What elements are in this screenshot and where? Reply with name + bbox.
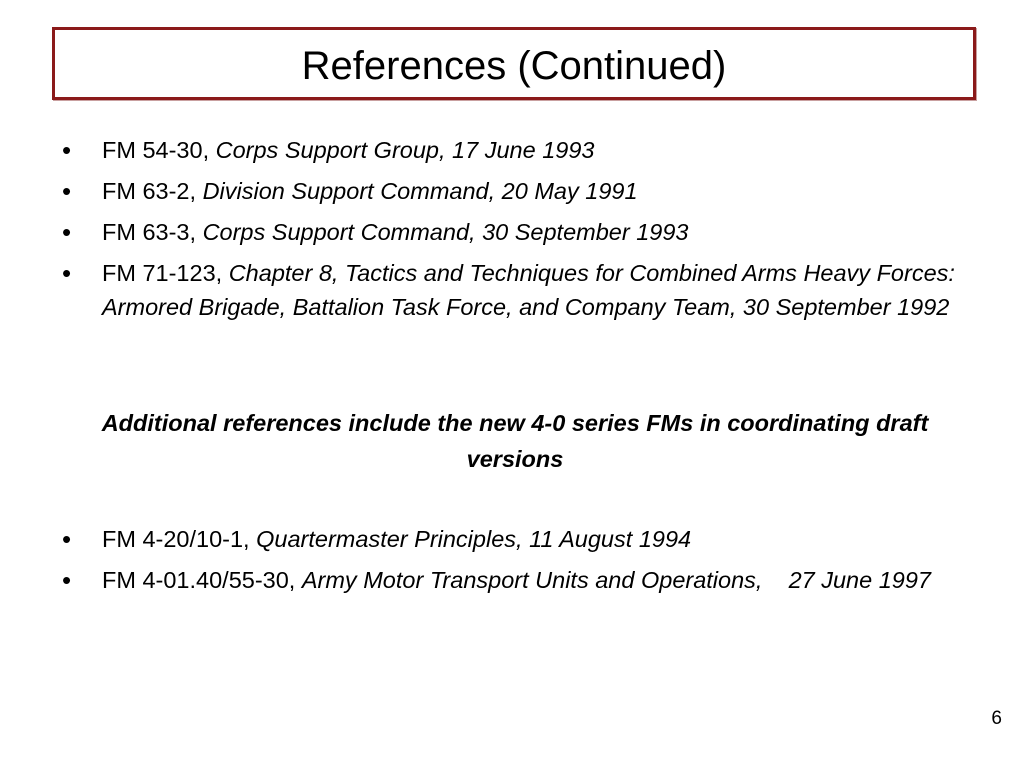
list-item	[62, 174, 982, 208]
reference-id: FM 54-30,	[102, 137, 216, 163]
reference-id: FM 63-2,	[102, 178, 203, 204]
reference-title: Corps Support Group, 17 June 1993	[215, 137, 595, 163]
list-item	[62, 133, 982, 167]
bullet-icon: •	[62, 135, 72, 165]
additional-references-note: Additional references include the new 4-0 series FMs in coordinating draft versions	[101, 410, 929, 472]
primary-reference-list	[62, 133, 982, 331]
slide-title: References (Continued)	[301, 43, 727, 88]
bullet-icon: •	[62, 258, 72, 288]
bullet-icon: •	[62, 217, 72, 247]
title-frame	[52, 27, 976, 100]
reference-title: Chapter 8, Tactics and Techniques for Combined Arms Heavy Forces: Armored Brigade, Battalion Task Force, and Company Team, 30 September 1992	[102, 260, 955, 320]
reference-id: FM 71-123,	[102, 260, 229, 286]
list-item	[62, 256, 982, 324]
reference-id: FM 4-20/10-1,	[102, 526, 257, 552]
bullet-icon: •	[62, 524, 72, 554]
secondary-reference-list	[62, 522, 982, 604]
reference-title: Army Motor Transport Units and Operations, 27 June 1997	[301, 567, 932, 593]
reference-id: FM 63-3,	[102, 219, 203, 245]
reference-id: FM 4-01.40/55-30,	[102, 567, 302, 593]
list-item	[62, 215, 982, 249]
list-item	[62, 563, 982, 597]
reference-title: Division Support Command, 20 May 1991	[202, 178, 638, 204]
bullet-icon: •	[62, 565, 72, 595]
reference-title: Corps Support Command, 30 September 1993	[202, 219, 689, 245]
list-item	[62, 522, 982, 556]
reference-title: Quartermaster Principles, 11 August 1994	[256, 526, 692, 552]
bullet-icon: •	[62, 176, 72, 206]
page-number: 6	[991, 708, 1002, 729]
